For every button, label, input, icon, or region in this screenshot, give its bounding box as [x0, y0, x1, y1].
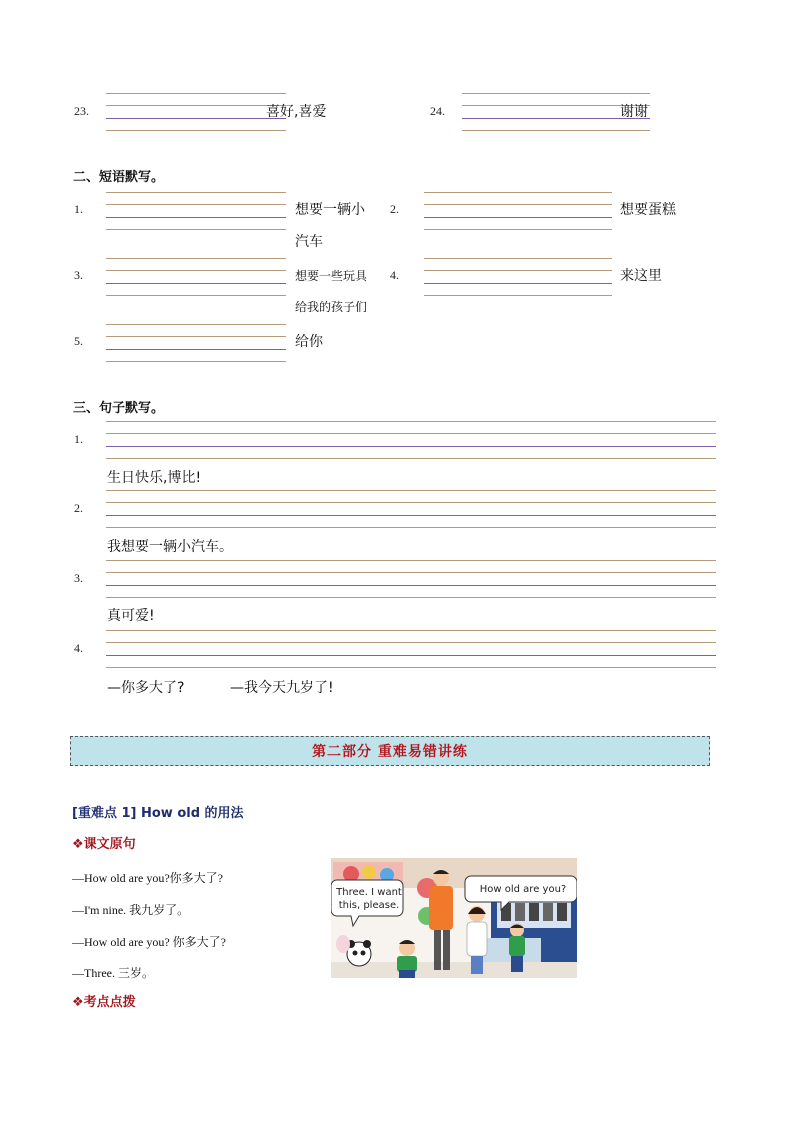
bubble-left-line1: Three. I want — [336, 887, 402, 898]
writing-lines[interactable] — [106, 490, 716, 528]
phrase-meaning: 想要一辆小 — [295, 202, 365, 218]
bubble-right-text: How old are you? — [479, 884, 567, 895]
dialogue-line: —How old are you? 你多大了? — [72, 935, 226, 949]
phrase-meaning: 想要蛋糕 — [620, 202, 676, 218]
item-number: 3. — [74, 571, 83, 585]
phrase-meaning-cont: 汽车 — [295, 234, 323, 250]
textbook-illustration — [331, 858, 577, 978]
sentence-meaning: —你多大了? — [107, 680, 185, 696]
item-number: 4. — [74, 641, 83, 655]
vocab-meaning: 喜好,喜爱 — [266, 104, 327, 120]
phrase-meaning: 想要一些玩具 — [295, 269, 368, 283]
writing-lines[interactable] — [106, 421, 716, 459]
sentence-meaning: 生日快乐,博比! — [107, 470, 202, 486]
tips-heading: ❖考点点拨 — [72, 995, 136, 1010]
item-number: 2. — [390, 202, 399, 216]
original-sentences-heading: ❖课文原句 — [72, 837, 136, 852]
dialogue-line: —How old are you?你多大了? — [72, 871, 223, 885]
part2-banner — [70, 736, 710, 766]
writing-lines[interactable] — [106, 93, 286, 131]
item-number: 3. — [74, 268, 83, 282]
dialogue-line: —Three. 三岁。 — [72, 966, 154, 980]
part2-banner-title: 第二部分 重难易错讲练 — [312, 744, 468, 760]
item-number: 4. — [390, 268, 399, 282]
sentence-meaning-2: —我今天九岁了! — [230, 680, 334, 696]
dialogue-line: —I'm nine. 我九岁了。 — [72, 903, 190, 917]
bubble-left-line2: this, please. — [338, 900, 400, 911]
phrase-meaning: 给你 — [295, 334, 323, 350]
section-title-phrases: 二、短语默写。 — [73, 170, 165, 185]
writing-lines[interactable] — [106, 258, 286, 296]
sentence-meaning: 真可爱! — [107, 608, 155, 624]
writing-lines[interactable] — [424, 258, 612, 296]
item-number: 5. — [74, 334, 83, 348]
writing-lines[interactable] — [106, 560, 716, 598]
phrase-meaning: 来这里 — [620, 268, 662, 284]
writing-lines[interactable] — [106, 630, 716, 668]
item-number: 1. — [74, 202, 83, 216]
vocab-meaning: 谢谢 — [620, 104, 648, 120]
keypoint-title: [重难点 1] How old 的用法 — [72, 806, 244, 821]
phrase-meaning-cont: 给我的孩子们 — [295, 300, 368, 314]
sentence-meaning: 我想要一辆小汽车。 — [107, 539, 233, 555]
writing-lines[interactable] — [424, 192, 612, 230]
section-title-sentences: 三、句子默写。 — [73, 401, 165, 416]
shop-scene-image — [331, 858, 577, 978]
item-number: 1. — [74, 432, 83, 446]
item-number: 24. — [430, 104, 445, 118]
item-number: 2. — [74, 501, 83, 515]
writing-lines[interactable] — [106, 192, 286, 230]
writing-lines[interactable] — [106, 324, 286, 362]
item-number: 23. — [74, 104, 89, 118]
